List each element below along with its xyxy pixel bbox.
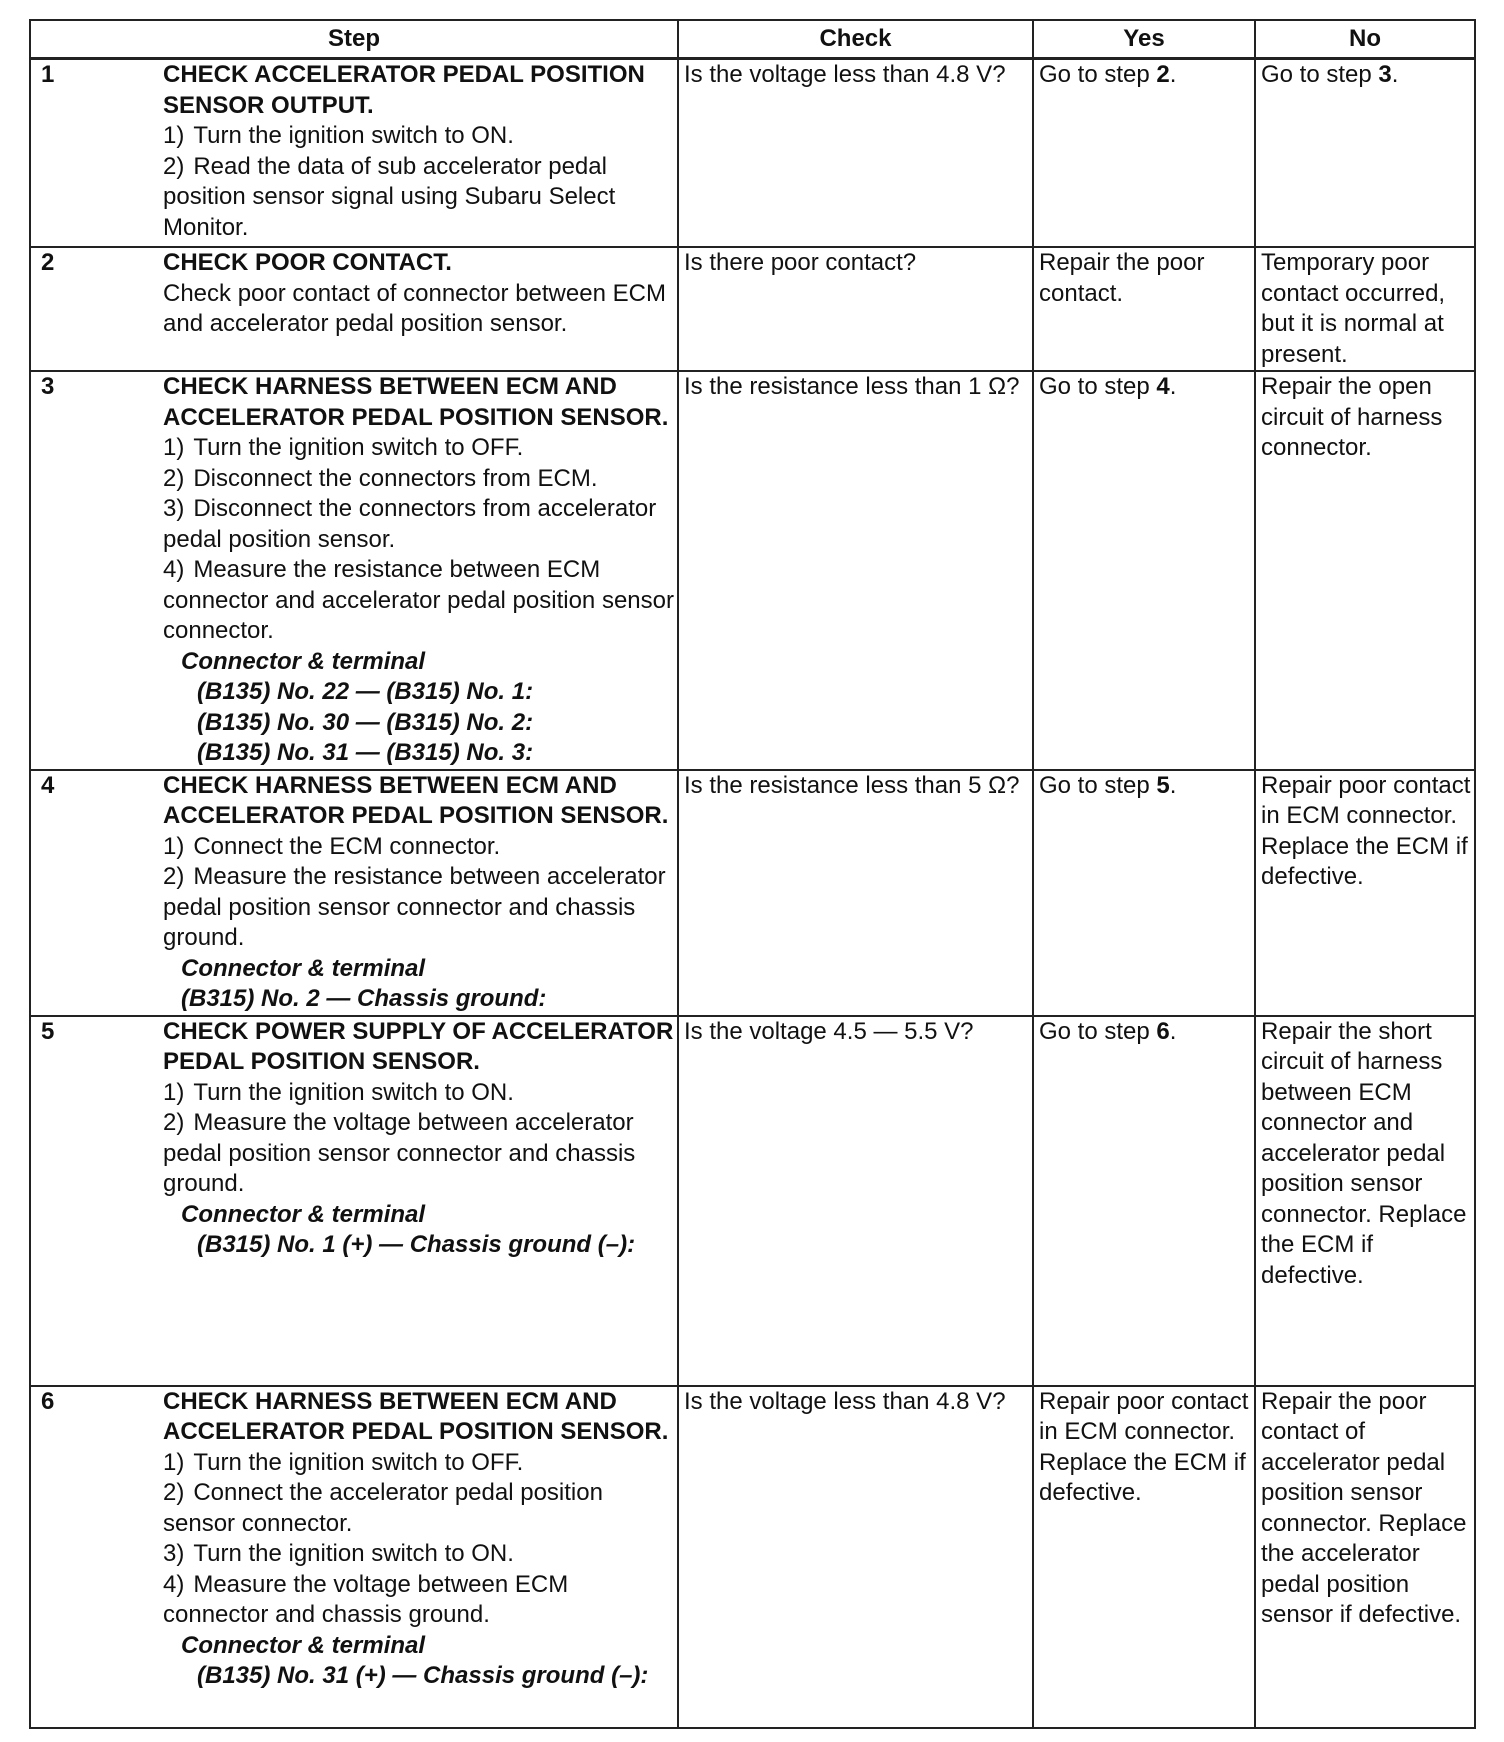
table-header-row — [30, 20, 1475, 59]
instruction: 4) Measure the voltage between ECM connector and chassis ground. — [163, 1570, 569, 1628]
step-number: 3 — [41, 373, 55, 400]
step-title: CHECK HARNESS BETWEEN ECM AND ACCELERATOR PEDAL POSITION SENSOR. — [163, 373, 669, 431]
no-cell: Repair the short circuit of harness between ECM connector and accelerator pedal position sensor connector. Replace the ECM if defective. — [1255, 1016, 1475, 1386]
header-yes: Yes — [1033, 20, 1255, 59]
step-title: CHECK ACCELERATOR PEDAL POSITION SENSOR OUTPUT. — [163, 61, 645, 119]
instruction: 1) Turn the ignition switch to ON. — [163, 122, 514, 149]
step-description: Check poor contact of connector between ECM and accelerator pedal position sensor. — [163, 279, 666, 337]
yes-cell: Go to step 4. — [1033, 371, 1255, 770]
instruction: 1) Connect the ECM connector. — [163, 832, 501, 860]
step-cell — [30, 247, 678, 371]
terminal-spec: (B135) No. 31 — (B315) No. 3: — [197, 739, 534, 766]
header-no: No — [1255, 20, 1475, 59]
terminal-spec: (B315) No. 2 — Chassis ground: — [181, 985, 547, 1012]
instruction: 1) Turn the ignition switch to OFF. — [163, 434, 524, 461]
yes-cell: Go to step 5. — [1033, 770, 1255, 1016]
terminal-spec: (B135) No. 30 — (B315) No. 2: — [197, 708, 534, 736]
no-cell: Repair the poor contact of accelerator pedal position sensor connector. Replace the accelerator pedal position sensor if defective. — [1255, 1386, 1475, 1728]
step-number: 5 — [41, 1017, 55, 1045]
step-body — [163, 248, 677, 340]
connector-terminal-label: Connector & terminal — [181, 1200, 426, 1228]
step-cell — [30, 1016, 678, 1386]
instruction: 2) Read the data of sub accelerator pedal position sensor signal using Subaru Select Monitor. — [163, 152, 616, 241]
instruction: 1) Turn the ignition switch to ON. — [163, 1078, 514, 1106]
table-row — [30, 371, 1475, 770]
step-title: CHECK POWER SUPPLY OF ACCELERATOR PEDAL POSITION SENSOR. — [163, 1017, 674, 1075]
table-row — [30, 59, 1475, 248]
step-title: CHECK POOR CONTACT. — [163, 249, 452, 276]
step-cell — [30, 59, 678, 248]
table-row — [30, 1386, 1475, 1728]
no-cell: Repair poor contact in ECM connector. Replace the ECM if defective. — [1255, 770, 1475, 1016]
terminal-spec: (B315) No. 1 (+) — Chassis ground (–): — [197, 1231, 636, 1258]
step-cell — [30, 371, 678, 770]
terminal-spec: (B135) No. 31 (+) — Chassis ground (–): — [197, 1662, 649, 1689]
instruction: 2) Measure the resistance between accelerator pedal position sensor connector and chassis ground. — [163, 863, 666, 951]
diagnostic-table-wrapper — [29, 19, 1474, 1729]
yes-cell: Repair the poor contact. — [1033, 247, 1255, 371]
table-row — [30, 247, 1475, 371]
no-cell: Temporary poor contact occurred, but it is normal at present. — [1255, 247, 1475, 371]
step-number: 1 — [41, 61, 55, 88]
yes-cell: Go to step 2. — [1033, 59, 1255, 248]
step-number: 4 — [41, 771, 55, 799]
step-cell — [30, 1386, 678, 1728]
instruction: 2) Measure the voltage between accelerator pedal position sensor connector and chassis ground. — [163, 1109, 636, 1197]
connector-terminal-label: Connector & terminal — [181, 647, 426, 675]
instruction: 4) Measure the resistance between ECM connector and accelerator pedal position sensor connector. — [163, 556, 674, 644]
no-cell: Go to step 3. — [1255, 59, 1475, 248]
instruction: 1) Turn the ignition switch to OFF. — [163, 1448, 524, 1476]
yes-cell: Go to step 6. — [1033, 1016, 1255, 1386]
step-number: 6 — [41, 1387, 55, 1415]
header-check: Check — [678, 20, 1033, 59]
check-cell: Is the voltage 4.5 — 5.5 V? — [678, 1016, 1033, 1386]
check-cell: Is the resistance less than 1 Ω? — [678, 371, 1033, 770]
step-body — [163, 771, 677, 1015]
check-cell: Is the voltage less than 4.8 V? — [678, 59, 1033, 248]
step-body — [163, 1387, 677, 1692]
instruction: 3) Disconnect the connectors from accelerator pedal position sensor. — [163, 495, 657, 553]
step-cell — [30, 770, 678, 1016]
diagnostic-table — [29, 19, 1476, 1729]
yes-cell: Repair poor contact in ECM connector. Replace the ECM if defective. — [1033, 1386, 1255, 1728]
step-title: CHECK HARNESS BETWEEN ECM AND ACCELERATOR PEDAL POSITION SENSOR. — [163, 1387, 669, 1445]
connector-terminal-label: Connector & terminal — [181, 954, 426, 982]
check-cell: Is the resistance less than 5 Ω? — [678, 770, 1033, 1016]
instruction: 2) Connect the accelerator pedal position sensor connector. — [163, 1479, 603, 1537]
table-row — [30, 1016, 1475, 1386]
header-step: Step — [30, 20, 678, 59]
check-cell: Is the voltage less than 4.8 V? — [678, 1386, 1033, 1728]
step-body — [163, 372, 677, 769]
no-cell: Repair the open circuit of harness connector. — [1255, 371, 1475, 770]
instruction: 3) Turn the ignition switch to ON. — [163, 1540, 514, 1567]
terminal-spec: (B135) No. 22 — (B315) No. 1: — [197, 678, 534, 705]
check-cell: Is there poor contact? — [678, 247, 1033, 371]
step-body — [163, 60, 677, 243]
step-title: CHECK HARNESS BETWEEN ECM AND ACCELERATOR PEDAL POSITION SENSOR. — [163, 771, 669, 829]
table-row — [30, 770, 1475, 1016]
connector-terminal-label: Connector & terminal — [181, 1631, 426, 1659]
instruction: 2) Disconnect the connectors from ECM. — [163, 464, 598, 492]
step-number: 2 — [41, 249, 55, 276]
step-body — [163, 1017, 677, 1261]
